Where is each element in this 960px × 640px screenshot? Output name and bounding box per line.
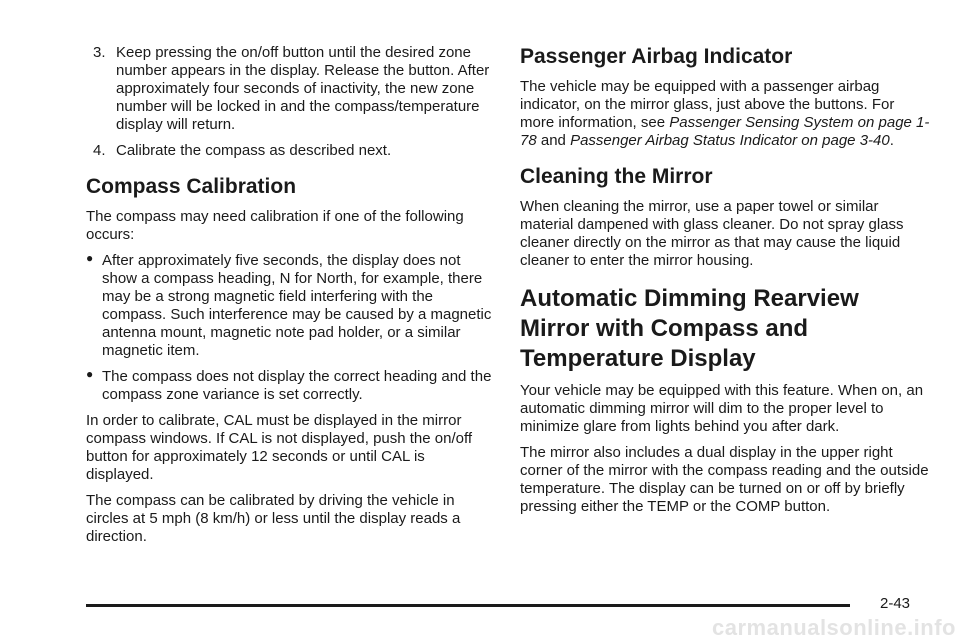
- step-number: 4.: [93, 142, 106, 159]
- passenger-airbag-heading: Passenger Airbag Indicator: [520, 45, 793, 68]
- bullet-text: The compass does not display the correct heading and the compass zone variance is set correctly.: [102, 368, 492, 403]
- passenger-sensing-link[interactable]: Passenger Sensing System on page 1-78: [520, 114, 930, 149]
- bullet-icon: ●: [86, 367, 94, 381]
- compass-calibration-heading: Compass Calibration: [86, 175, 297, 198]
- cleaning-heading: Cleaning the Mirror: [520, 165, 713, 188]
- cleaning-paragraph: When cleaning the mirror, use a paper towel or similar material dampened with glass cleaner. Do not spray glass cleaner directly on the mirror as that may cause the liquid cleaner to enter the mirror housing.: [520, 198, 904, 269]
- page-number: 2-43: [880, 595, 911, 612]
- paragraph-text: .: [889, 132, 894, 149]
- passenger-airbag-paragraph: [520, 78, 930, 150]
- footer-rule: [86, 604, 850, 607]
- calibration-paragraph: The compass can be calibrated by driving the vehicle in circles at 5 mph (8 km/h) or less until the display reads a direction.: [86, 492, 461, 545]
- airbag-status-link[interactable]: Passenger Airbag Status Indicator on page 3-40: [570, 132, 890, 149]
- calibration-intro: The compass may need calibration if one of the following occurs:: [86, 208, 464, 243]
- bullet-item: [86, 252, 496, 360]
- bullet-icon: ●: [86, 251, 94, 265]
- auto-dimming-paragraph: The mirror also includes a dual display in the upper right corner of the mirror with the compass reading and the outside temperature. The display can be turned on or off by briefly pressing either the TEMP or the COMP button.: [520, 444, 929, 515]
- right-column: [520, 44, 930, 524]
- bullet-text: After approximately five seconds, the display does not show a compass heading, N for North, for example, there may be a strong magnetic field interfering with the compass. Such interference may be caused by a magnetic antenna mount, magnetic note pad holder, or a similar magnetic item.: [102, 252, 492, 359]
- step-text: Calibrate the compass as described next.: [116, 142, 392, 159]
- auto-dimming-paragraph: Your vehicle may be equipped with this feature. When on, an automatic dimming mirror will dim to the proper level to minimize glare from lights behind you after dark.: [520, 382, 924, 435]
- paragraph-text: and: [536, 132, 571, 149]
- bullet-item: [86, 368, 496, 404]
- step-number: 3.: [93, 44, 106, 61]
- calibration-paragraph: In order to calibrate, CAL must be displayed in the mirror compass windows. If CAL is not displayed, push the on/off button for approximately 12 seconds or until CAL is displayed.: [86, 412, 473, 483]
- left-column: [86, 44, 496, 554]
- step-text: Keep pressing the on/off button until the desired zone number appears in the display. Release the button. After approximately four seconds of inactivity, the new zone number will be locked in and the compass/temperature display will return.: [116, 44, 490, 133]
- paragraph-text: The vehicle may be equipped with a passenger airbag indicator, on the mirror glass, just above the buttons. For more information, see: [520, 78, 895, 131]
- step-3: [86, 44, 496, 134]
- auto-dimming-heading: Automatic Dimming Rearview Mirror with Compass and Temperature Display: [520, 285, 859, 372]
- step-4: [86, 142, 496, 160]
- watermark: carmanualsonline.info: [712, 615, 956, 640]
